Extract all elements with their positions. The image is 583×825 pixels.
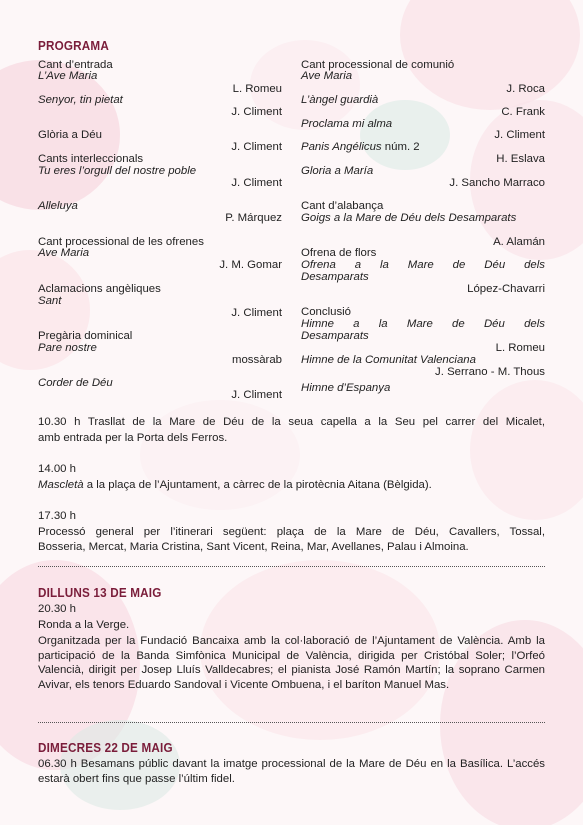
piece-author: mossàrab bbox=[231, 354, 282, 366]
piece-title: Gloria a María bbox=[301, 165, 374, 177]
dilluns-body: Organitzada per la Fundació Bancaixa amb la col·laboració de l’Ajuntament de València. Amb la participació de la Banda Simfònica Municipal de València, dirigida per Cristóbal Soler; l’Orfeó Valencià, dirigit per Josep Lluís Valldecabres; el pianista José Ramón Martín; la soprano Carmen Avivar, els tenors Eduardo Sandoval i Vicente Ombuena, i el baríton Manuel Mas. bbox=[38, 635, 545, 691]
piece-author: López-Chavarri bbox=[467, 283, 545, 295]
piece-title: Ave Maria bbox=[38, 247, 90, 259]
piece-author: J. Sancho Marraco bbox=[449, 177, 545, 189]
piece-title: Panis Angélicus bbox=[301, 141, 382, 153]
piece-title-cont: Desamparats bbox=[301, 330, 369, 342]
piece-title: Alleluya bbox=[38, 200, 78, 212]
piece-title: Proclama mi alma bbox=[301, 118, 393, 130]
piece-title: Corder de Déu bbox=[38, 377, 113, 389]
event-text: Processó general per l’itinerari següent: plaça de la Mare de Déu, Cavallers, Tossal, bbox=[38, 526, 545, 538]
piece-label: Conclusió bbox=[301, 306, 352, 318]
piece-author: P. Márquez bbox=[225, 212, 282, 224]
programa-heading: PROGRAMA bbox=[38, 38, 110, 53]
piece-author: L. Romeu bbox=[232, 83, 282, 95]
piece-author: J. Climent bbox=[494, 129, 545, 141]
piece-author: J. Roca bbox=[506, 83, 545, 95]
piece-title: L’Ave Maria bbox=[38, 70, 98, 82]
piece-title: Tu eres l’orgull del nostre poble bbox=[38, 165, 197, 177]
piece-label: Cant d’alabança bbox=[301, 200, 384, 212]
piece-label: Ofrena de flors bbox=[301, 247, 377, 259]
piece-title: Himne a la Mare de Déu dels bbox=[301, 318, 545, 330]
event-time: 10.30 h bbox=[38, 416, 81, 428]
piece-label: Cants interleccionals bbox=[38, 153, 144, 165]
piece-label: Pregària dominical bbox=[38, 330, 133, 342]
piece-title: Himne d’Espanya bbox=[301, 382, 391, 394]
dimecres-body: 06.30 h Besamans públic davant la imatge processional de la Mare de Déu en la Basílica. L’accés estarà obert fins que passe l’últim fidel. bbox=[38, 758, 545, 785]
event-time: 14.00 h bbox=[38, 463, 77, 475]
piece-author: H. Eslava bbox=[496, 153, 545, 165]
event-line bbox=[38, 479, 432, 492]
event-highlight: Mascletà bbox=[38, 479, 84, 491]
piece-author: J. M. Gomar bbox=[219, 259, 282, 271]
dilluns-time: 20.30 h bbox=[38, 603, 77, 615]
piece-author: J. Climent bbox=[231, 389, 282, 401]
event-text-cont: amb entrada per la Porta dels Ferros. bbox=[38, 432, 228, 444]
piece-title: Pare nostre bbox=[38, 342, 97, 354]
dilluns-heading: DILLUNS 13 DE MAIG bbox=[38, 585, 162, 600]
event-text: Trasllat de la Mare de Déu de la seua capella a la Seu pel carrer del Micalet, bbox=[87, 416, 545, 428]
piece-label: Cant processional de comunió bbox=[301, 59, 455, 71]
piece-author: J. Climent bbox=[231, 106, 282, 118]
piece-author: J. Climent bbox=[231, 141, 282, 153]
piece-title: Ofrena a la Mare de Déu dels bbox=[301, 259, 545, 271]
piece-title: Senyor, tin pietat bbox=[38, 94, 123, 106]
piece-author: A. Alamán bbox=[493, 236, 545, 248]
piece-title: L’àngel guardià bbox=[301, 94, 379, 106]
piece-author: J. Serrano - M. Thous bbox=[435, 366, 545, 378]
event-line bbox=[38, 416, 545, 429]
piece-author: C. Frank bbox=[501, 106, 545, 118]
piece-title: Himne de la Comunitat Valenciana bbox=[301, 354, 476, 366]
piece-author: J. Climent bbox=[231, 307, 282, 319]
piece-title: Goigs a la Mare de Déu dels Desamparats bbox=[301, 212, 517, 224]
piece-label: Cant d’entrada bbox=[38, 59, 113, 71]
event-time: 17.30 h bbox=[38, 510, 77, 522]
piece-title-extra: núm. 2 bbox=[384, 141, 420, 153]
piece-title: Ave Maria bbox=[301, 70, 353, 82]
piece-author: J. Climent bbox=[231, 177, 282, 189]
piece-label: Glòria a Déu bbox=[38, 129, 102, 141]
piece-label: Aclamacions angèliques bbox=[38, 283, 161, 295]
dotted-divider bbox=[38, 566, 545, 567]
event-text-cont: Bosseria, Mercat, Maria Cristina, Sant Vicent, Reina, Mar, Avellanes, Palau i Almoina. bbox=[38, 541, 469, 553]
dimecres-heading: DIMECRES 22 DE MAIG bbox=[38, 740, 173, 755]
piece-label: Cant processional de les ofrenes bbox=[38, 236, 204, 248]
piece-author: L. Romeu bbox=[495, 342, 545, 354]
piece-title: Sant bbox=[38, 295, 62, 307]
piece-title-cont: Desamparats bbox=[301, 271, 369, 283]
event-text: a la plaça de l’Ajuntament, a càrrec de la pirotècnia Aitana (Bèlgida). bbox=[83, 479, 432, 491]
dotted-divider bbox=[38, 722, 545, 723]
dilluns-title: Ronda a la Verge. bbox=[38, 619, 130, 631]
